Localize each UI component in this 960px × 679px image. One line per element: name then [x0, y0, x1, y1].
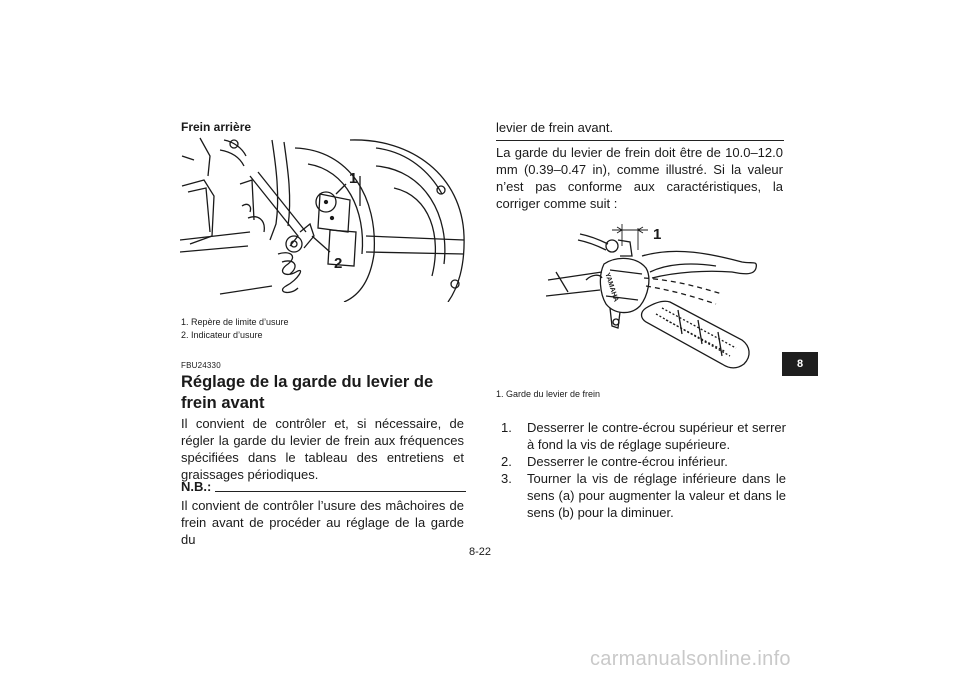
adjustment-steps	[496, 419, 786, 521]
figure1-caption-1: 1. Repère de limite d’usure	[181, 317, 289, 327]
watermark: carmanualsonline.info	[590, 648, 791, 670]
spec-paragraph: La garde du levier de frein doit être de 10.0–12.0 mm (0.39–0.47 in), comme illustré. Si la valeur n’est pas conforme aux caractéristiques, la corriger comme suit :	[496, 145, 783, 211]
figure2-callout-1: 1	[653, 226, 662, 243]
step-item	[496, 453, 786, 470]
step-item	[496, 470, 786, 521]
figure1-caption-2: 2. Indicateur d’usure	[181, 330, 263, 340]
note-rule	[215, 491, 466, 492]
note-label: N.B.:	[181, 479, 212, 494]
figure2-caption: 1. Garde du levier de frein	[496, 389, 601, 399]
figure1-callout-1: 1	[349, 170, 358, 187]
step-number: 1.	[501, 420, 512, 435]
step-text: Desserrer le contre-écrou supérieur et serrer à fond la vis de réglage supérieure.	[527, 420, 786, 452]
section-code: FBU24330	[181, 361, 221, 370]
step-item	[496, 419, 786, 453]
note-header	[181, 479, 466, 495]
yamaha-logo-text: YAMAHA	[603, 272, 620, 303]
step-text: Desserrer le contre-écrou inférieur.	[527, 454, 728, 469]
step-number: 3.	[501, 471, 512, 486]
chapter-tab: 8	[782, 352, 818, 376]
subheading-rear-brake: Frein arrière	[181, 120, 252, 134]
figure1-callout-2: 2	[334, 255, 343, 272]
rear-brake-illustration	[180, 136, 466, 302]
page-number: 8-22	[468, 546, 492, 558]
note-continuation: levier de frein avant.	[496, 120, 614, 135]
step-number: 2.	[501, 454, 512, 469]
note-end-rule	[496, 140, 784, 141]
note-text: Il convient de contrôler l’usure des mâchoires de frein avant de procéder au réglage de la garde du	[181, 498, 464, 547]
step-text: Tourner la vis de réglage inférieure dans le sens (a) pour augmenter la valeur et dans le sens (b) pour la diminuer.	[527, 471, 786, 520]
section-title: Réglage de la garde du levier de frein avant	[181, 373, 434, 412]
intro-paragraph: Il convient de contrôler et, si nécessaire, de régler la garde du levier de frein aux fréquences spécifiées dans le tableau des entretiens et graissages périodiques.	[181, 416, 464, 482]
figure1-captions	[181, 316, 471, 342]
